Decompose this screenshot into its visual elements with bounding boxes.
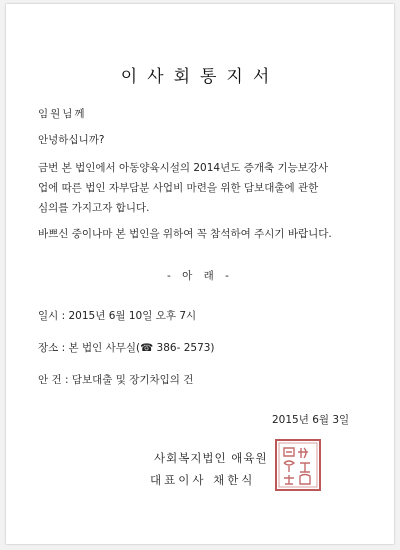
body-line-3: 심의를 가지고자 합니다. [38, 202, 150, 214]
official-seal-icon [274, 438, 322, 492]
notice-heading: - 아 래 - [167, 270, 233, 282]
issue-date: 2015년 6월 3일 [272, 414, 350, 426]
greeting-line: 안녕하십니까? [38, 134, 105, 146]
document-title: 이사회통지서 [120, 67, 280, 87]
organization-name: 사회복지법인 애육원 [154, 451, 268, 465]
meeting-date: 일시 : 2015년 6월 10일 오후 7시 [38, 310, 197, 322]
recipient-line: 임원님께 [38, 108, 87, 120]
body-line-4: 바쁘신 중이나마 본 법인을 위하여 꼭 참석하여 주시기 바랍니다. [38, 228, 332, 240]
document-page [6, 4, 394, 544]
meeting-place: 장소 : 본 법인 사무실(☎ 386- 2573) [38, 342, 215, 354]
representative-name: 대표이사 채한식 [150, 473, 256, 487]
body-line-2: 업에 따른 법인 자부담분 사업비 마련을 위한 담보대출에 관한 [38, 182, 319, 194]
meeting-agenda: 안 건 : 담보대출 및 장기차입의 건 [38, 374, 194, 386]
body-line-1: 금번 본 법인에서 아동양육시설의 2014년도 증개축 기능보강사 [38, 162, 329, 174]
